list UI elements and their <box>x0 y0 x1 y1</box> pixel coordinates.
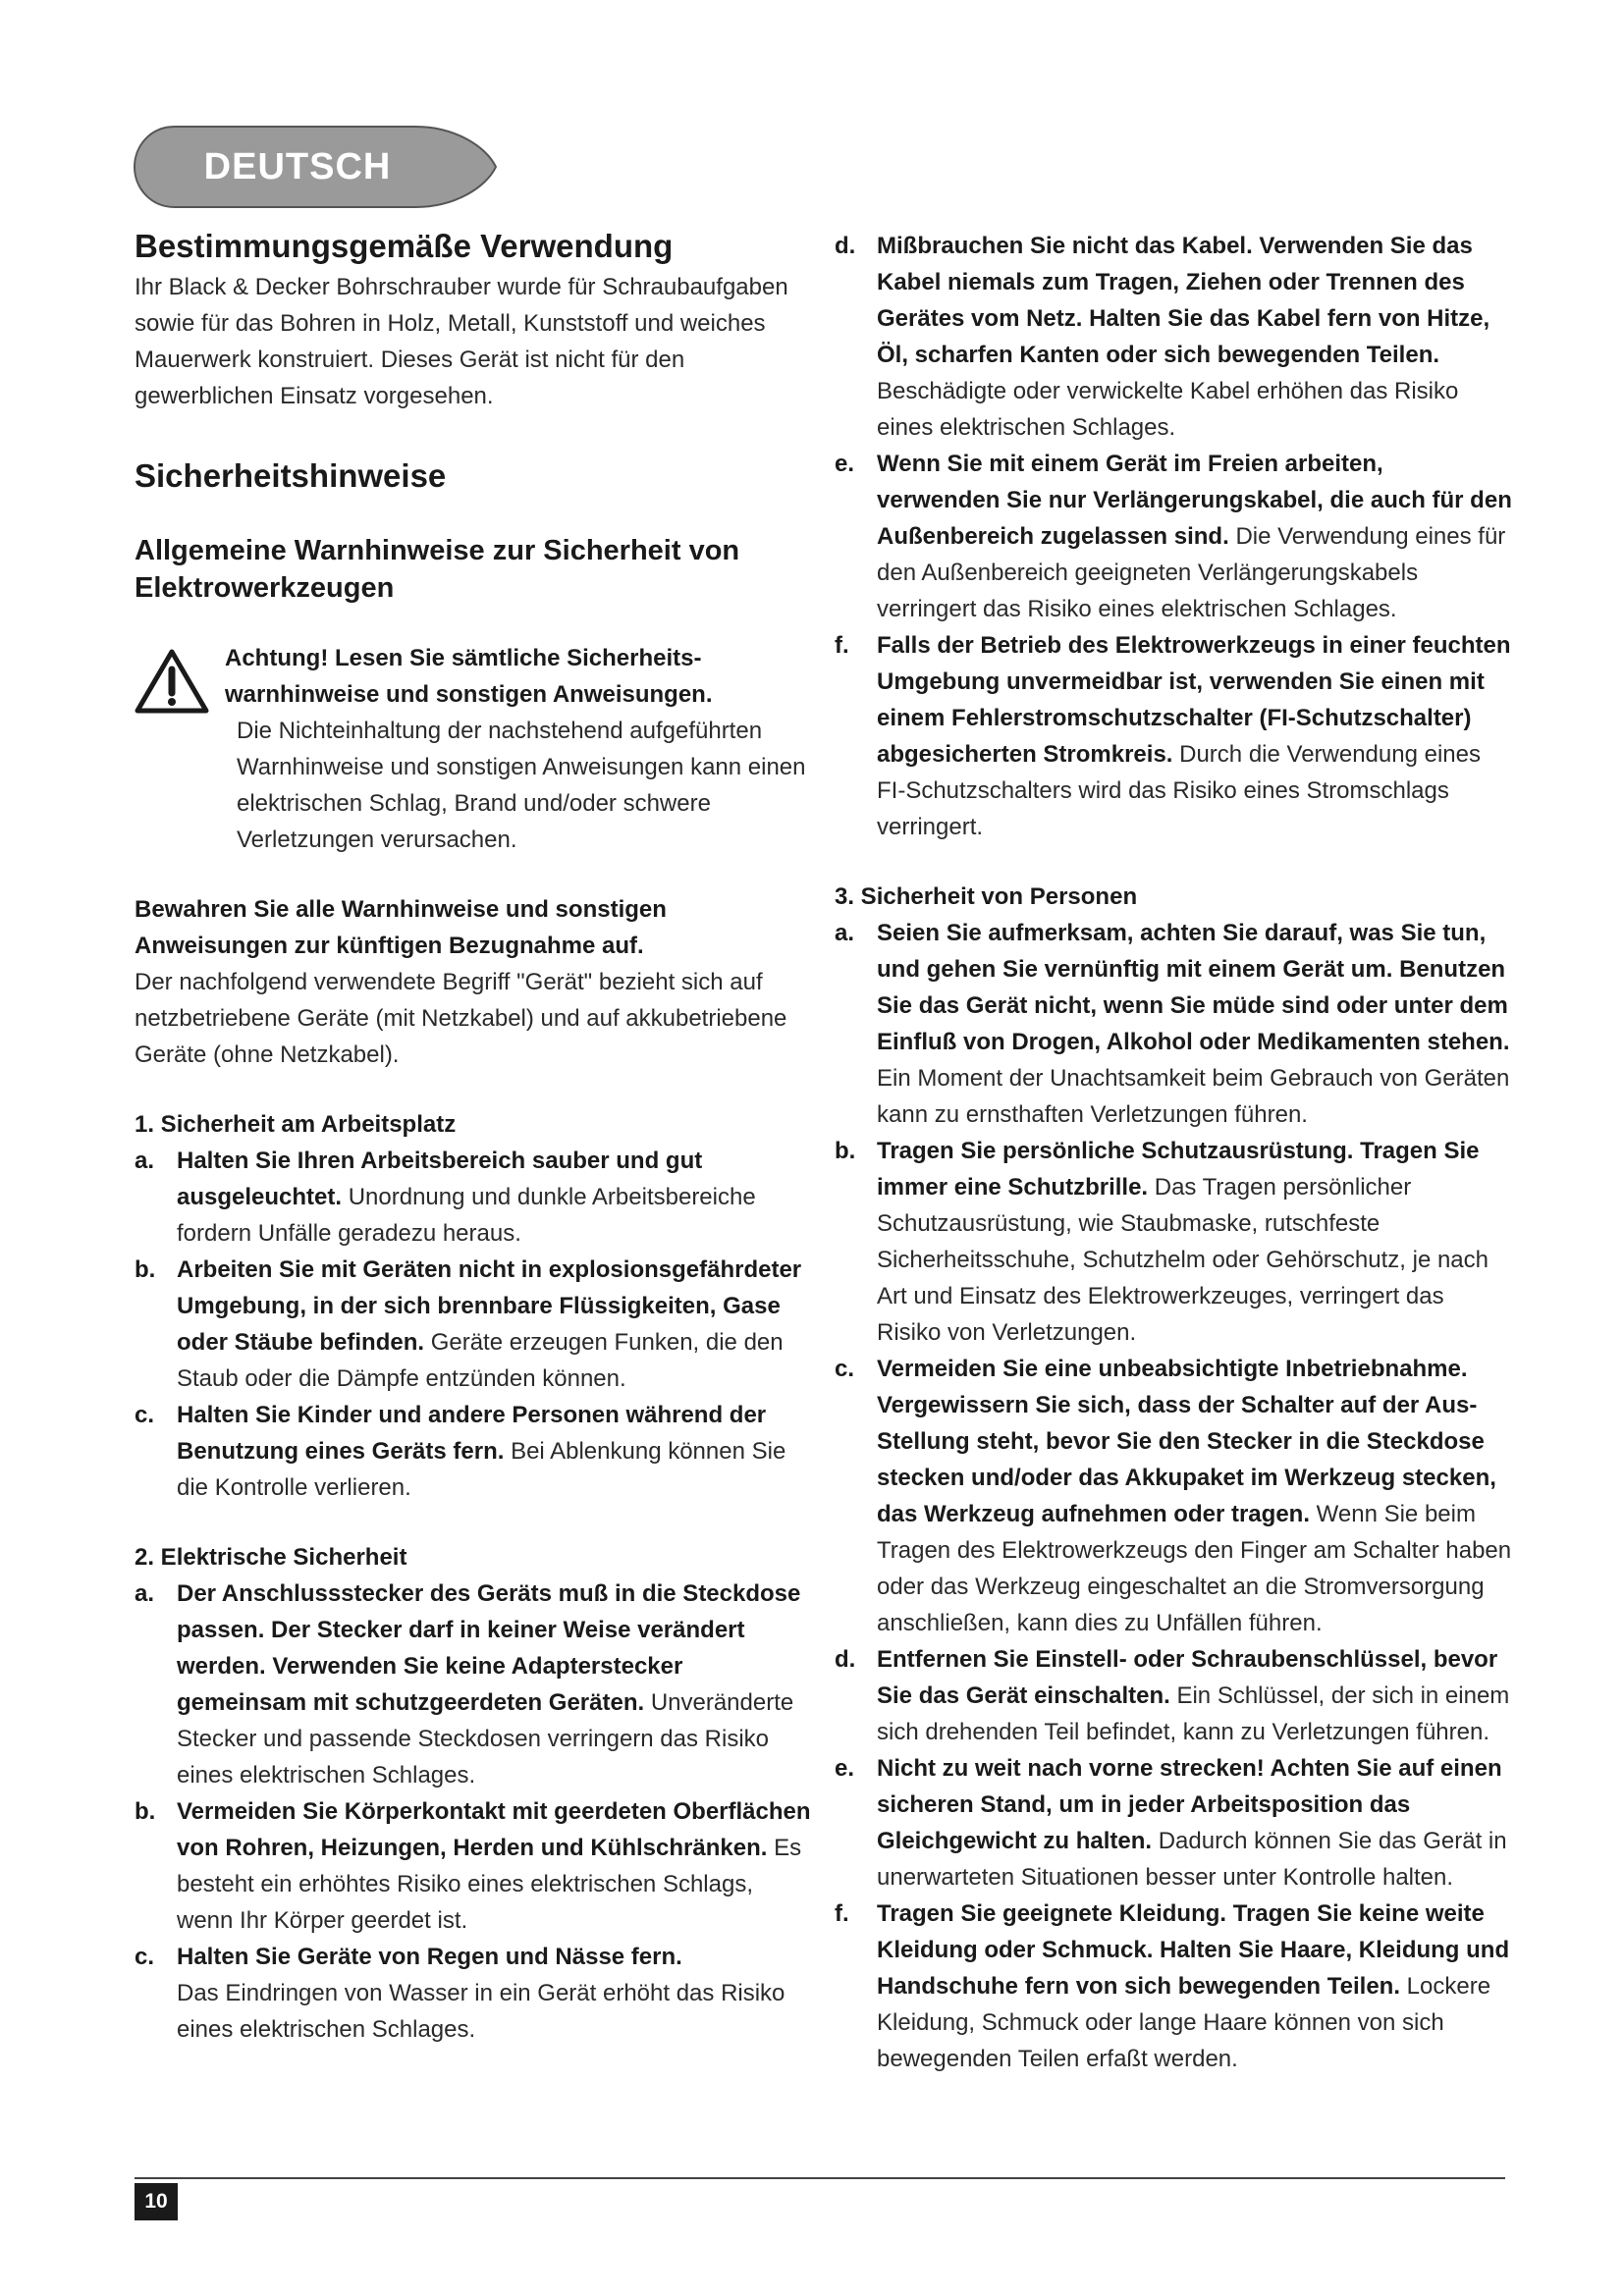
item-marker: c. <box>835 1356 855 1382</box>
page-number: 10 <box>135 2183 178 2220</box>
language-badge <box>131 123 504 211</box>
item-marker: e. <box>835 451 855 477</box>
item-bold: Arbeiten Sie mit Geräten nicht in explosionsgefährdeter Umgebung, in der sich brennbare Flüssigkeiten, Gase oder Stäube befinden. <box>177 1256 802 1356</box>
item-text: Beschädigte oder verwickelte Kabel erhöhen das Risiko eines elektrischen Schlages. <box>877 378 1459 441</box>
list-item <box>835 446 1512 627</box>
section-2-list <box>135 1575 812 2048</box>
item-bold: Halten Sie Geräte von Regen und Nässe fern. <box>177 1944 682 1970</box>
item-marker: a. <box>135 1148 155 1174</box>
list-item <box>135 1939 812 2048</box>
section-3-title: 3. Sicherheit von Personen <box>835 883 1138 910</box>
item-text: Wenn Sie beim Tragen des Elektrowerkzeugs den Finger am Schalter haben oder das Werkzeug eingeschaltet an die Stromversorgung anschließen, kann dies zu Unfällen führen. <box>877 1501 1512 1636</box>
item-text: Geräte erzeugen Funken, die den Staub oder die Dämpfe entzünden können. <box>177 1329 784 1392</box>
language-label: DEUTSCH <box>203 146 392 187</box>
list-item <box>835 1896 1512 2077</box>
item-marker: a. <box>835 920 855 946</box>
list-item <box>835 228 1512 446</box>
item-bold: Der Anschlussstecker des Geräts muß in die Steckdose passen. Der Stecker darf in keiner Weise verändert werden. Verwenden Sie keine Adapterstecker gemeinsam mit schutzgeerdeten Geräten. <box>177 1580 801 1716</box>
item-marker: f. <box>835 632 849 659</box>
item-marker: e. <box>835 1755 855 1782</box>
left-column <box>135 228 812 2048</box>
item-bold: Halten Sie Ihren Arbeitsbereich sauber und gut ausgeleuchtet. <box>177 1148 703 1210</box>
item-text: Ein Schlüssel, der sich in einem sich drehenden Teil befindet, kann zu Verletzungen führen. <box>877 1682 1510 1745</box>
item-bold: Entfernen Sie Einstell- oder Schraubenschlüssel, bevor Sie das Gerät einschalten. <box>877 1646 1498 1709</box>
list-item <box>835 1750 1512 1896</box>
item-marker: b. <box>135 1256 156 1283</box>
section-2-continued-list <box>835 228 1512 845</box>
item-bold: Tragen Sie persönliche Schutzausrüstung. Tragen Sie immer eine Schutzbrille. <box>877 1138 1480 1201</box>
keep-instructions-bold: Bewahren Sie alle Warnhinweise und sonstigen Anweisungen zur künftigen Bezugnahme auf. <box>135 896 667 959</box>
list-item <box>835 627 1512 845</box>
item-bold: Seien Sie aufmerksam, achten Sie darauf, was Sie tun, und gehen Sie vernünftig mit einem Gerät um. Benutzen Sie das Gerät nicht, wenn Sie müde sind oder unter dem Einfluß von Drogen, Alkohol oder Medikamenten stehen. <box>877 920 1510 1055</box>
item-bold: Tragen Sie geeignete Kleidung. Tragen Sie keine weite Kleidung oder Schmuck. Halten Sie Haare, Kleidung und Handschuhe fern von sich bewegenden Teilen. <box>877 1900 1510 2000</box>
item-marker: d. <box>835 1646 856 1673</box>
item-bold: Wenn Sie mit einem Gerät im Freien arbeiten, verwenden Sie nur Verlängerungskabel, die auch für den Außenbereich zugelassen sind. <box>877 451 1512 550</box>
item-text: Unordnung und dunkle Arbeitsbereiche fordern Unfälle geradezu heraus. <box>177 1184 756 1247</box>
item-text: Die Verwendung eines für den Außenbereich geeigneten Verlängerungskabels verringert das Risiko eines elektrischen Schlages. <box>877 523 1506 622</box>
item-text: Es besteht ein erhöhtes Risiko eines elektrischen Schlags, wenn Ihr Körper geerdet ist. <box>177 1835 802 1934</box>
item-bold: Mißbrauchen Sie nicht das Kabel. Verwenden Sie das Kabel niemals zum Tragen, Ziehen oder Trennen des Gerätes vom Netz. Halten Sie das Kabel fern von Hitze, Öl, scharfen Kanten oder sich bewegenden Teilen. <box>877 233 1490 368</box>
list-item <box>135 1252 812 1397</box>
section-3-list <box>835 915 1512 2077</box>
item-marker: c. <box>135 1402 155 1428</box>
footer-divider <box>135 2177 1505 2179</box>
list-item <box>135 1397 812 1506</box>
section-2-title: 2. Elektrische Sicherheit <box>135 1544 407 1571</box>
list-item <box>835 1133 1512 1351</box>
item-text: Lockere Kleidung, Schmuck oder lange Haare können von sich bewegenden Teilen erfaßt werden. <box>877 1973 1491 2072</box>
list-item <box>835 1641 1512 1750</box>
warning-triangle-icon <box>135 648 209 715</box>
item-bold: Falls der Betrieb des Elektrowerkzeugs in einer feuchten Umgebung unvermeidbar ist, verwenden Sie einen mit einem Fehlerstromschutzschalter (FI-Schutzschalter) abgesicherten Stromkreis. <box>877 632 1511 768</box>
item-bold: Nicht zu weit nach vorne strecken! Achten Sie auf einen sicheren Stand, um in jeder Arbeitsposition das Gleichgewicht zu halten. <box>877 1755 1502 1854</box>
item-text: Dadurch können Sie das Gerät in unerwarteten Situationen besser unter Kontrolle halten. <box>877 1828 1507 1891</box>
item-marker: f. <box>835 1900 849 1927</box>
item-marker: c. <box>135 1944 155 1970</box>
list-item <box>835 1351 1512 1641</box>
right-column <box>835 228 1512 2077</box>
item-bold: Vermeiden Sie Körperkontakt mit geerdeten Oberflächen von Rohren, Heizungen, Herden und Kühlschränken. <box>177 1798 811 1861</box>
item-marker: b. <box>835 1138 856 1164</box>
heading-general-warnings: Allgemeine Warnhinweise zur Sicherheit von Elektrowerkzeugen <box>135 535 740 604</box>
item-text: Ein Moment der Unachtsamkeit beim Gebrauch von Geräten kann zu ernsthaften Verletzungen führen. <box>877 1065 1510 1128</box>
list-item <box>135 1793 812 1939</box>
item-marker: d. <box>835 233 856 259</box>
keep-instructions-text: Der nachfolgend verwendete Begriff "Gerät" bezieht sich auf netzbetriebene Geräte (mit Netzkabel) und auf akkubetriebene Geräte (ohne Netzkabel). <box>135 969 787 1068</box>
item-marker: b. <box>135 1798 156 1825</box>
warning-text: Die Nichteinhaltung der nachstehend aufgeführten Warnhinweise und sonstigen Anweisungen kann einen elektrischen Schlag, Brand und/oder schwere Verletzungen verursachen. <box>237 718 806 853</box>
item-text: Unveränderte Stecker und passende Steckdosen verringern das Risiko eines elektrischen Schlages. <box>177 1689 794 1789</box>
list-item <box>835 915 1512 1133</box>
heading-intended-use: Bestimmungsgemäße Verwendung <box>135 228 674 264</box>
warning-bold-text: Achtung! Lesen Sie sämtliche Sicherheits-warnhinweise und sonstigen Anweisungen. <box>225 645 713 708</box>
section-1-list <box>135 1143 812 1506</box>
list-item <box>135 1143 812 1252</box>
item-text: Das Eindringen von Wasser in ein Gerät erhöht das Risiko eines elektrischen Schlages. <box>177 1980 785 2043</box>
item-text: Bei Ablenkung können Sie die Kontrolle verlieren. <box>177 1438 786 1501</box>
item-text: Das Tragen persönlicher Schutzausrüstung, wie Staubmaske, rutschfeste Sicherheitsschuhe, Schutzhelm oder Gehörschutz, je nach Art und Einsatz des Elektrowerkzeuges, verringert das Risiko von Verletzungen. <box>877 1174 1489 1346</box>
intended-use-text: Ihr Black & Decker Bohrschrauber wurde für Schraubaufgaben sowie für das Bohren in Holz, Metall, Kunststoff und weiches Mauerwerk konstruiert. Dieses Gerät ist nicht für den gewerblichen Einsatz vorgesehen. <box>135 274 788 409</box>
item-text: Durch die Verwendung eines FI-Schutzschalters wird das Risiko eines Stromschlags verringert. <box>877 741 1481 840</box>
section-1-title: 1. Sicherheit am Arbeitsplatz <box>135 1111 457 1138</box>
item-bold: Vermeiden Sie eine unbeabsichtigte Inbetriebnahme. Vergewissern Sie sich, dass der Schalter auf der Aus-Stellung steht, bevor Sie den Stecker in die Steckdose stecken und/oder das Akkupaket im Werkzeug stecken, das Werkzeug aufnehmen oder tragen. <box>877 1356 1496 1527</box>
list-item <box>135 1575 812 1793</box>
item-marker: a. <box>135 1580 155 1607</box>
item-bold: Halten Sie Kinder und andere Personen während der Benutzung eines Geräts fern. <box>177 1402 767 1465</box>
heading-safety: Sicherheitshinweise <box>135 457 447 494</box>
warning-block <box>135 640 812 858</box>
